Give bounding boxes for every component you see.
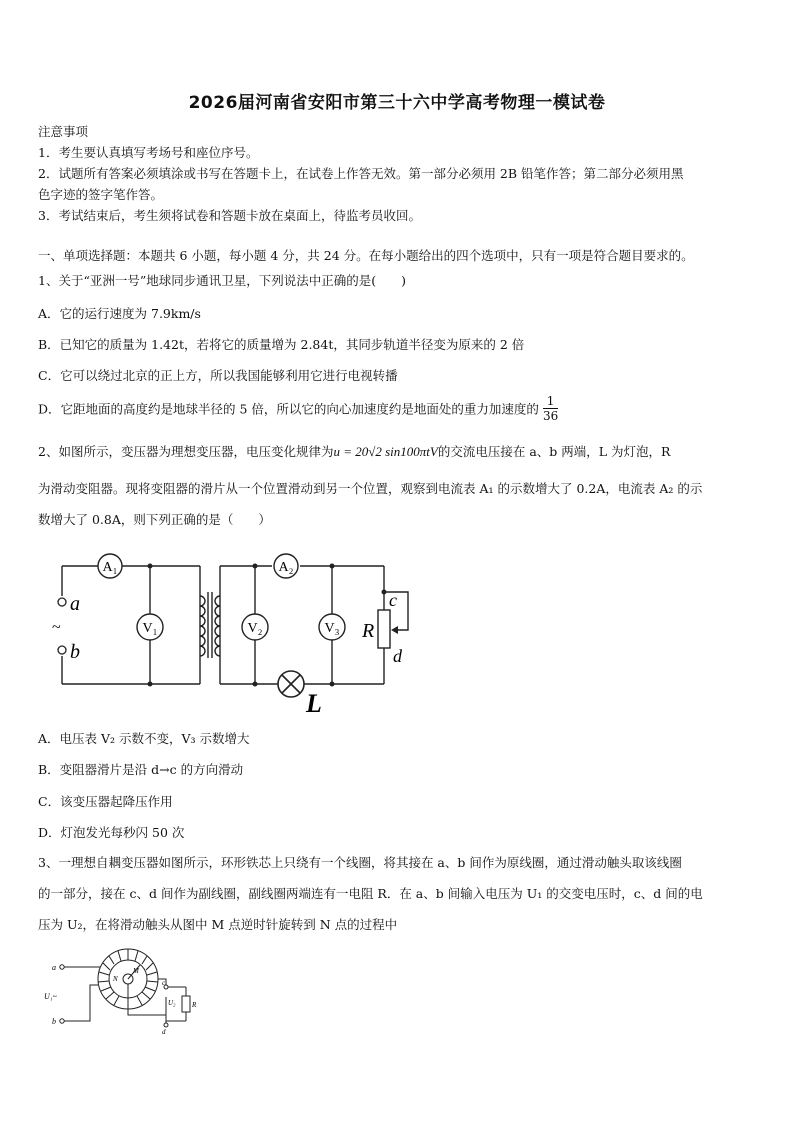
q3-label-u2: U₂ (168, 999, 176, 1007)
primary-coil (200, 596, 205, 656)
notice-item-3: 3．考试结束后，考生须将试卷和答题卡放在桌面上，待监考员收回。 (38, 208, 421, 223)
label-l: L (306, 689, 322, 718)
terminal-b (58, 646, 66, 654)
q1-fraction-denominator: 36 (542, 409, 559, 423)
label-r: R (362, 620, 375, 642)
q2-formula: u = 20√2 sin100πtV (333, 444, 438, 459)
notice-item-2: 2．试题所有答案必须填涂或书写在答题卡上，在试卷上作答无效。第一部分必须用 2B 铅笔作答；第二部分必须用黑 (38, 166, 684, 181)
q3-autotransformer-diagram (40, 945, 210, 1035)
notice-item-2-cont: 色字迹的签字笔作答。 (38, 187, 164, 202)
ammeter-a1 (98, 554, 122, 578)
terminal-a (58, 598, 66, 606)
q2-stem-b: 的交流电压接在 a、b 两端，L 为灯泡，R (437, 444, 671, 459)
q2-option-a: A．电压表 V₂ 示数不变，V₃ 示数增大 (38, 731, 250, 746)
q3-stem-line1: 3、一理想自耦变压器如图所示，环形铁芯上只绕有一个线圈，将其接在 a、b 间作为原线圈，通过滑动触头取该线圈 (38, 855, 682, 870)
label-d: d (393, 646, 402, 666)
label-a: a (70, 593, 80, 615)
q2-circuit-diagram (50, 548, 430, 718)
page-title: 2026届河南省安阳市第三十六中学高考物理一模试卷 (188, 93, 606, 113)
q3-label-d: d (162, 1028, 166, 1035)
section-heading: 一、单项选择题：本题共 6 小题，每小题 4 分，共 24 分。在每小题给出的四个选项中，只有一项是符合题目要求的。 (38, 248, 694, 263)
q1-option-c: C．它可以绕过北京的正上方，所以我国能够利用它进行电视转播 (38, 368, 398, 383)
q2-stem-a: 2、如图所示，变压器为理想变压器，电压变化规律为 (38, 444, 334, 459)
q3-label-b: b (52, 1017, 56, 1026)
q3-label-m: M (133, 967, 139, 975)
label-ac: ~ (52, 619, 61, 636)
q1-stem: 1、关于“亚洲一号”地球同步通讯卫星，下列说法中正确的是( ) (38, 273, 406, 288)
q1-option-d-row (38, 394, 558, 423)
q2-option-d: D．灯泡发光每秒闪 50 次 (38, 825, 185, 840)
q2-stem-line1 (38, 442, 670, 460)
voltmeter-v3-label: V₃ (324, 621, 340, 636)
q2-stem-line3: 数增大了 0.8A，则下列正确的是（ ） (38, 512, 271, 527)
label-c: c (389, 590, 397, 610)
q1-option-d: D．它距地面的高度约是地球半径的 5 倍，所以它的向心加速度约是地面处的重力加速度的 (38, 401, 539, 417)
voltmeter-v1-label: V₁ (142, 621, 158, 636)
q1-fraction-numerator: 1 (543, 394, 558, 409)
notice-heading: 注意事项 (38, 124, 89, 139)
slider-arrow-icon (391, 626, 398, 634)
q3-stem-line3: 压为 U₂，在将滑动触头从图中 M 点逆时针旋转到 N 点的过程中 (38, 917, 398, 932)
q2-option-b: B．变阻器滑片是沿 d→c 的方向滑动 (38, 762, 244, 777)
label-b: b (70, 641, 80, 663)
ammeter-a2-label: A₂ (278, 560, 294, 575)
voltmeter-v3 (319, 614, 345, 640)
ammeter-a1-label: A₁ (102, 560, 118, 575)
q3-stem-line2: 的一部分，接在 c、d 间作为副线圈，副线圈两端连有一电阻 R．在 a、b 间输入电压为 U₁ 的交变电压时，c、d 间的电 (38, 886, 703, 901)
q3-label-n: N (113, 975, 118, 983)
q1-option-a: A．它的运行速度为 7.9km/s (38, 306, 201, 321)
q3-label-u1: U₁~ (44, 992, 57, 1001)
ammeter-a2 (274, 554, 298, 578)
voltmeter-v2-label: V₂ (247, 621, 263, 636)
q2-option-c: C．该变压器起降压作用 (38, 794, 173, 809)
voltmeter-v2 (242, 614, 268, 640)
q3-label-a: a (52, 963, 56, 972)
rheostat (378, 610, 390, 648)
notice-item-1: 1．考生要认真填写考场号和座位序号。 (38, 145, 259, 160)
q1-option-b: B．已知它的质量为 1.42t，若将它的质量增为 2.84t，其同步轨道半径变为原来的 2 倍 (38, 337, 525, 352)
q1-fraction (543, 394, 558, 423)
secondary-coil (215, 596, 220, 656)
q2-stem-line2: 为滑动变阻器。现将变阻器的滑片从一个位置滑动到另一个位置，观察到电流表 A₁ 的示数增大了 0.2A，电流表 A₂ 的示 (38, 481, 703, 496)
voltmeter-v1 (137, 614, 163, 640)
lamp-icon (278, 671, 304, 697)
q3-label-c: c (162, 979, 166, 987)
q3-label-r: R (192, 1001, 197, 1009)
